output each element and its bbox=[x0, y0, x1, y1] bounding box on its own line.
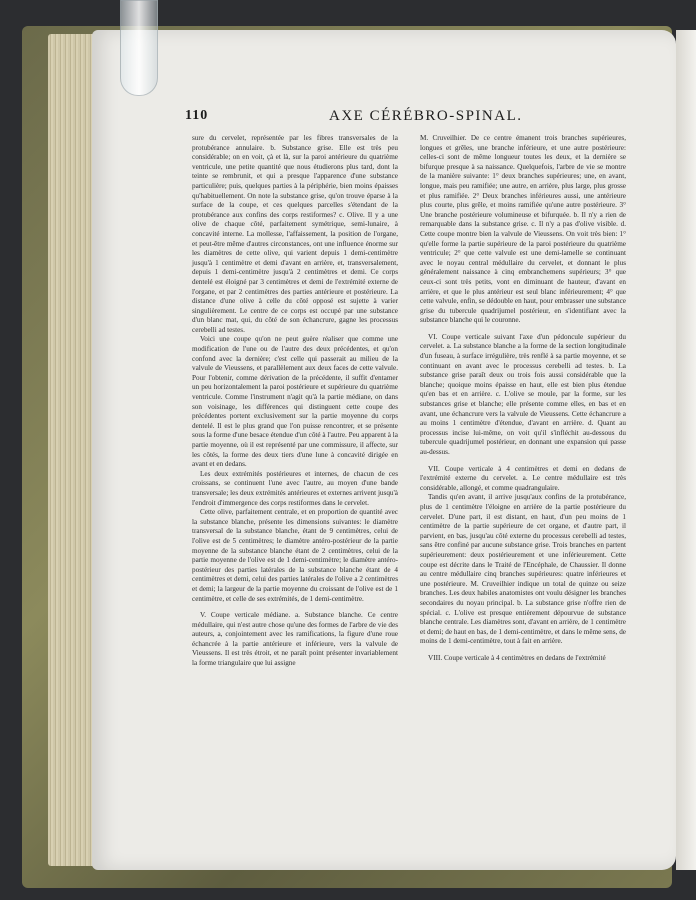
section-paragraph: VI. Coupe verticale suivant l'axe d'un pédoncule supérieur du cervelet. a. La substance blanche a la forme de la section longitudinale d'un fuseau, à surface irrégulière, très renflé à sa partie moyenne, et se continuant en avant avec le processus cerebelli ad testes. b. La substance grise paraît deux ou trois fois aussi considérable que la blanche; quoique moins épaisse en haut, elle est bien plus étendue qu'en bas et en arrière. c. L'olive se moule, par la forme, sur les substances grise et blanche; elle présente comme elles, en bas et en avant, une échancrure vers la valvule de Vieussens. Cette échancrure a au moins 1 centimètre d'étendue, d'avant en arrière. d. Quant au processus incise lui-même, on voit qu'il s'infléchit au-dessous du tubercule quadrijumel postérieur, en donnant une expansion qui passe au-dessus. bbox=[420, 332, 626, 456]
paragraph: sure du cervelet, représentée par les fibres transversales de la protubérance annulaire. b. Substance grise. Elle est très peu considérable; on en voit, çà et là, sur la paroi antérieure du quatrième ventricule, une petite quantité que nous étudierons plus tard, dont la teinte se rembrunit, et qui a presque l'apparence d'une substance particulière; puis, quelques parties à la périphérie, bien moins épaisses qu'habituellement. On note la substance grise, qu'on trouve éparse à la surface de la coupe, et ces quelques parcelles s'étendant de la protubérance aux confins des corps restiformes? c. Olive. Il y a une olive de chaque côté, parfaitement symétrique, semi-lunaire, à concavité interne. La mollesse, l'affaissement, la position de l'organe, et peut-être même d'autres circonstances, ont une influence énorme sur les diamètres de cette olive, qui varient depuis 1 demi-centimètre jusqu'à 1 centimètre et demi d'avant en arrière, et, transversalement, depuis 1 demi-centimètre jusqu'à 2 centimètres et demi. Ce corps dentelé est éloigné par 3 centimètres et demi de l'extrémité externe de l'organe, et par 2 centimètres des parties antérieure et postérieure. La distance d'une olive à celle du côté opposé est sujette à varier singulièrement. Le centre de ce corps est occupé par une substance d'un blanc mat, qui, du côté de son échancrure, gagne les processus cerebelli ad testes. bbox=[192, 134, 398, 334]
bookmark-clip bbox=[120, 0, 158, 96]
left-column bbox=[192, 134, 398, 669]
section-paragraph: V. Coupe verticale médiane. a. Substance blanche. Ce centre médullaire, qui n'est autre chose qu'une des formes de l'arbre de vie des auteurs, a, conjointement avec les ramifications, la figure d'une roue échancrée à la partie antérieure et inférieure, vers la valvule de Vieussens. Il est très étroit, et ne paraît point présenter invariablement la forme triangulaire que lui assigne bbox=[192, 611, 398, 668]
page-header bbox=[0, 108, 696, 128]
paragraph: M. Cruveilhier. De ce centre émanent trois branches supérieures, longues et grêles, une branche inférieure, et une autre postérieure: celles-ci sont de même longueur toutes les deux, et la dernière se bifurque presque à sa naissance. Quelquefois, l'arbre de vie se montre de la manière suivante: 1° deux branches supérieures; une, en avant, longue, mais peu ramifiée; une autre, en arrière, plus large, plus grosse et plus ramifiée. 2° Deux branches inférieures aussi, une antérieure plus courte, plus grêle, et moins ramifiée qu'une autre postérieure. 3° Une branche postérieure volumineuse et bifurquée. b. Il n'y a rien de remarquable dans la substance grise. c. Il n'y a pas d'olive visible. d. Cette coupe montre bien la valvule de Vieussens. On voit très bien: 1° qu'elle forme la partie supérieure de la paroi postérieure du quatrième ventricule; 2° que cette valvule est une demi-lamelle se continuant avec le noyau central médullaire du cervelet, et donnant le plus généralement naissance à cinq embranchemens supérieurs; 3° que ceux-ci sont très petits, vont en diminuant de hauteur, d'avant en arrière, et que le plus antérieur est seul blanc inférieurement; 4° que cette valvule, enfin, se dédouble en haut, pour embrasser une substance grise du tubercule quadrijumel postérieur, en s'identifiant avec la substance blanche qui le couronne. bbox=[420, 134, 626, 325]
page-number: 110 bbox=[185, 108, 209, 123]
right-column bbox=[420, 134, 626, 663]
paragraph: Tandis qu'en avant, il arrive jusqu'aux confins de la protubérance, plus de 1 centimètre l'éloigne en arrière de la partie postérieure du cervelet. D'une part, il est distant, en haut, d'un peu moins de 1 centimètre de la partie supérieure de cet organe, et d'autre part, il parvient, en bas, jusqu'au côté externe du processus cerebelli ad testes, sans être confiné par aucune substance grise. Trois branches en partent supérieurement: deux postérieurement et une inférieurement. Cette coupe est décrite dans le Traité de l'Encéphale, de Chaussier. Il donne au centre médullaire cinq branches supérieures: quatre inférieures et une postérieure. M. Cruveilhier indique un total de quinze ou seize branches. Les deux habiles anatomistes ont voulu désigner les branches secondaires du noyau principal. b. La substance grise n'offre rien de spécial. c. L'olive est presque entièrement dépourvue de substance blanche centrale. Les diamètres sont, d'avant en arrière, de 1 centimètre et demi; de haut en bas, de 1 demi-centimètre, et dans le même sens, de moins de 1 demi-centimètre, tout à fait en arrière. bbox=[420, 493, 626, 646]
paragraph: Les deux extrémités postérieures et internes, de chacun de ces croissans, se continuent l'une avec l'autre, au moyen d'une bande transversale; les deux extrémités antérieures et externes arrivent jusqu'à l'endroit d'immergence des corps restiformes dans le cervelet. bbox=[192, 469, 398, 507]
section-paragraph: VIII. Coupe verticale à 4 centimètres en dedans de l'extrémité bbox=[428, 653, 606, 662]
paragraph: Voici une coupe qu'on ne peut guère réaliser que comme une modification de l'une ou de l'autre des deux précédentes, et qu'on confond avec la dernière; c'est celle qui passerait au milieu de la valvule de Vieussens, et parallèlement aux deux faces de cette valvule. Pour l'obtenir, comme dérivation de la précédente, il suffit d'entamer un peu horizontalement la paroi postérieure et supérieure du quatrième ventricule. Comme l'instrument n'agit qu'à la partie médiane, on dans son voisinage, les différences qui distinguent cette coupe des précédentes portent exclusivement sur la partie moyenne du corps dentelé. Il est le plus grand que l'on puisse rencontrer, et se présente sous la forme d'une besace étendue d'un côté à l'autre. Peu apparent à la partie moyenne, où il est représenté par une commissure, il affecte, sur les côtés, la forme des deux tiers d'une lune à concavité dirigée en avant et en dedans. bbox=[192, 335, 398, 469]
running-title: AXE CÉRÉBRO-SPINAL. bbox=[329, 108, 523, 124]
paragraph: Cette olive, parfaitement centrale, et en proportion de quantité avec la substance blanche, présente les dimensions suivantes: le diamètre transversal de la substance blanche, étant de 9 centimètres, celui de l'olive est de 5 centimètres; le diamètre antéro-postérieur de la partie moyenne de la substance blanche étant de 2 centimètres, celui de la partie moyenne de l'olive est de 1 demi-centimètre; le diamètre antéro-postérieur des parties latérales de la substance blanche étant de 4 centimètres et demi, celui des parties latérales de l'olive a 2 centimètres et demi; la largeur de la partie moyenne du croissant de l'olive est de 1 centimètre, et celle de ses extrémités, de 1 demi-centimètre. bbox=[192, 508, 398, 603]
section-paragraph: VII. Coupe verticale à 4 centimètres et demi en dedans de l'extrémité externe du cervelet. a. Le centre médullaire est très considérable, allongé, et comme quadrangulaire. bbox=[420, 464, 626, 492]
right-page-edge bbox=[676, 30, 696, 870]
